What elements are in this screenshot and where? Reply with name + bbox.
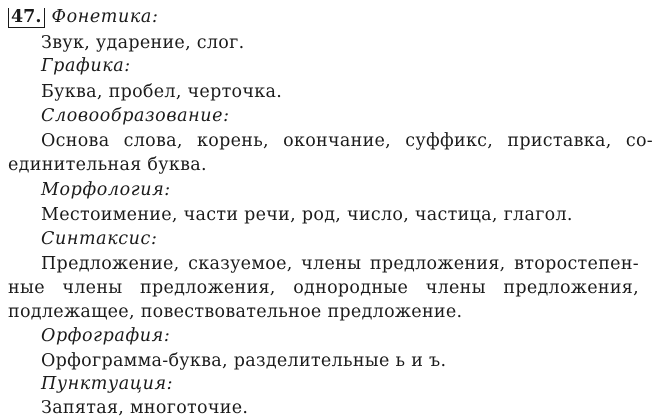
section-heading-word-formation: Словообразование: [41, 106, 230, 126]
section-text-morphology: Местоимение, части речи, род, число, частица, глагол. [41, 205, 573, 225]
section-heading-graphics: Графика: [41, 56, 131, 76]
section-heading-phonetics: 47. Фонетика: [8, 6, 158, 28]
section-text-punctuation: Запятая, многоточие. [41, 398, 249, 418]
section-text-word-formation-2: единительная буква. [8, 155, 207, 175]
section-text-syntax-1: Предложение, сказуемое, члены предложения, второстепен- [41, 254, 639, 274]
section-text-word-formation-1: Основа слова, корень, окончание, суффикс, приставка, со- [41, 131, 653, 151]
section-text-orthography: Орфограмма-буква, разделительные ь и ъ. [41, 351, 447, 371]
section-text-syntax-2: ные члены предложения, однородные члены предложения, [8, 278, 639, 298]
section-text-syntax-3: подлежащее, повествовательное предложение. [8, 302, 463, 322]
exercise-number: 47. [8, 8, 45, 28]
section-text-graphics: Буква, пробел, черточка. [41, 82, 283, 102]
section-heading-morphology: Морфология: [41, 180, 171, 200]
section-heading-punctuation: Пунктуация: [41, 374, 174, 394]
section-text-phonetics: Звук, ударение, слог. [41, 33, 245, 53]
section-heading-syntax: Синтаксис: [41, 229, 158, 249]
section-heading-orthography: Орфография: [41, 326, 171, 346]
